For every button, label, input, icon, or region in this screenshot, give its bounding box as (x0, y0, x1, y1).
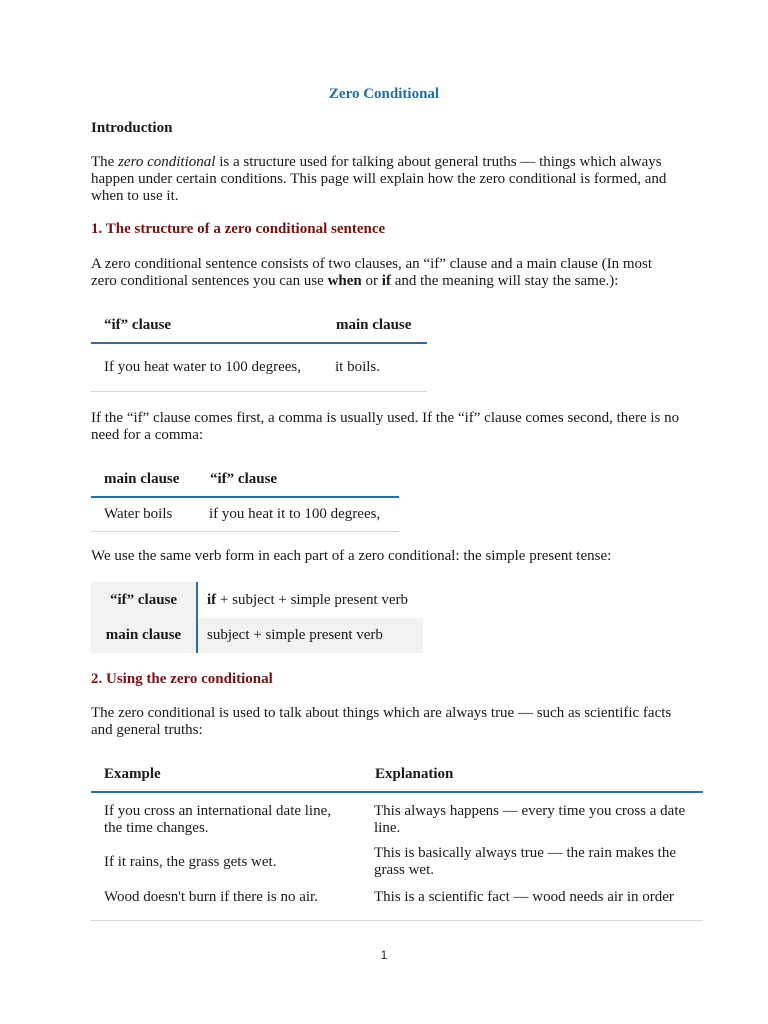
usage-table-explanation-3: This is a scientific fact — wood needs air in order (361, 879, 703, 921)
verb-table-value-if (197, 582, 423, 618)
para-a-or: or (361, 273, 382, 289)
verb-table-label-main: main clause (91, 618, 197, 653)
structure-table-header-if: “if” clause (91, 308, 322, 343)
section1-paragraph-b: If the “if” clause comes first, a comma is usually used. If the “if” clause comes second, there is no need for a comma: (91, 410, 680, 443)
page-number: 1 (380, 948, 388, 962)
comma-table-cell-main: Water boils (91, 497, 196, 532)
para-a-start: A zero conditional sentence consists of two clauses, an “if” clause and a main clause (In most zero conditional sentences you can use (91, 256, 653, 289)
verb-table-label-if: “if” clause (91, 582, 197, 618)
verb-table-if-rest: + subject + simple present verb (216, 591, 409, 608)
comma-table-cell-if: if you heat it to 100 degrees, (196, 497, 399, 532)
intro-text-start: The (91, 154, 119, 170)
structure-table-header-main: main clause (322, 308, 427, 343)
structure-table (91, 308, 427, 392)
section1-paragraph-a (91, 256, 681, 290)
usage-table-explanation-1: This always happens — every time you cross a date line. (374, 803, 686, 836)
usage-table-example-3: Wood doesn't burn if there is no air. (91, 879, 361, 921)
para-a-if: if (381, 273, 391, 289)
section1-paragraph-c: We use the same verb form in each part of a zero conditional: the simple present tense: (91, 548, 612, 564)
verb-table-if-keyword: if (207, 591, 217, 608)
comma-table (91, 463, 399, 532)
usage-table-example-2: If it rains, the grass gets wet. (104, 853, 277, 870)
usage-table-explanation-2: This is basically always true — the rain makes the grass wet. (374, 845, 676, 878)
para-a-when: when (327, 273, 362, 289)
intro-heading: Introduction (91, 120, 173, 136)
para-a-end: and the meaning will stay the same.): (390, 273, 619, 289)
intro-text-rest: is a structure used for talking about general truths — things which always happen under certain conditions. This page will explain how the zero conditional is formed, and when to use it. (91, 154, 667, 204)
section2-heading: 2. Using the zero conditional (91, 671, 273, 687)
intro-text-emphasis: zero conditional (118, 154, 216, 170)
comma-table-header-main: main clause (91, 463, 196, 497)
section2-paragraph: The zero conditional is used to talk about things which are always true — such as scientific facts and general truths: (91, 705, 672, 738)
section1-heading: 1. The structure of a zero conditional sentence (91, 221, 386, 237)
intro-paragraph (91, 154, 681, 205)
verb-table-value-main: subject + simple present verb (197, 618, 423, 653)
usage-table-header-example: Example (91, 758, 361, 792)
document-title: Zero Conditional (328, 86, 440, 102)
usage-table (91, 758, 703, 921)
structure-table-cell-main: it boils. (322, 343, 427, 392)
structure-table-cell-if: If you heat water to 100 degrees, (91, 343, 322, 392)
usage-table-header-explanation: Explanation (361, 758, 703, 792)
verb-form-table (91, 582, 423, 653)
comma-table-header-if: “if” clause (196, 463, 399, 497)
usage-table-example-1: If you cross an international date line, the time changes. (104, 803, 332, 836)
